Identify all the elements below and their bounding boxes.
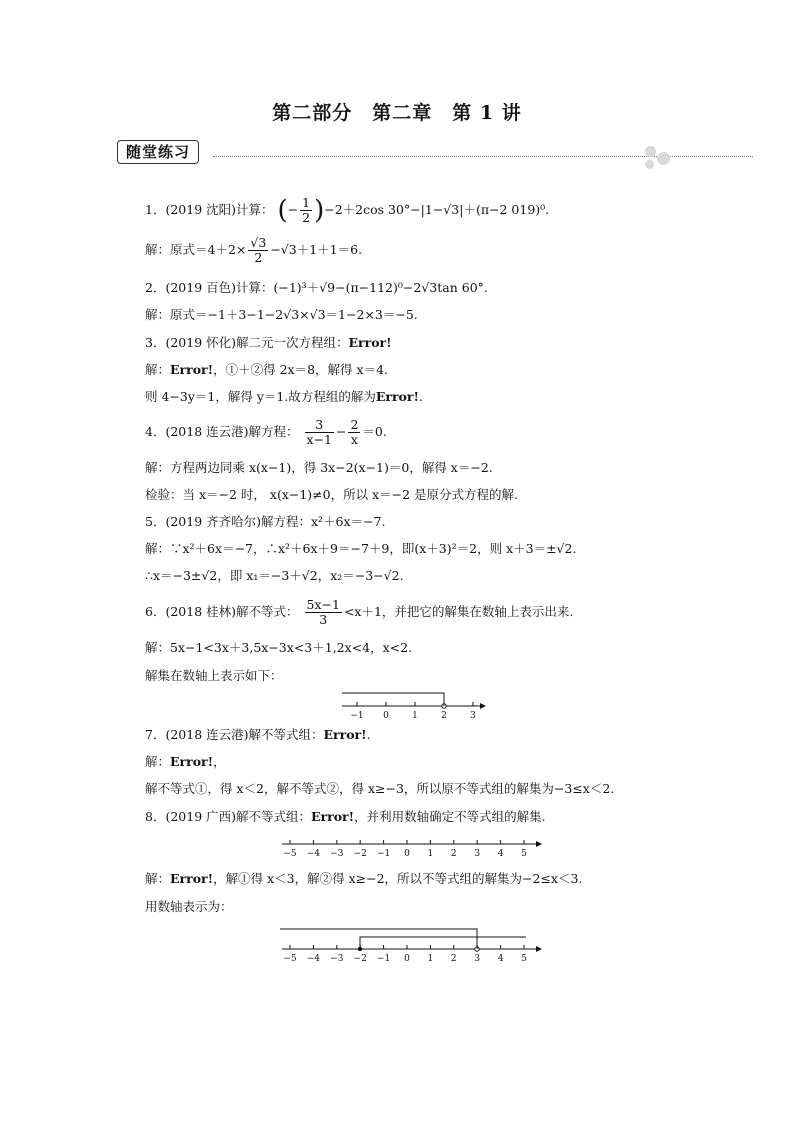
number-line-1 [330, 688, 490, 722]
number-line-2 [276, 832, 546, 862]
question-5: 5．(2019 齐齐哈尔)解方程：x²＋6x＝−7. [145, 514, 386, 529]
axis-tick-label: −3 [330, 954, 344, 964]
decor-dot [657, 152, 670, 165]
axis-tick-label: −2 [353, 954, 367, 964]
axis-tick-label: 0 [404, 954, 410, 964]
axis-tick-label: −1 [350, 711, 364, 721]
section-banner [117, 138, 677, 174]
axis-tick-label: 3 [470, 711, 476, 721]
answer-2: 解：原式＝−1＋3−1−2√3×√3＝1−2×3＝−5. [145, 307, 418, 322]
answer-3a: 解：Error!，①＋②得 2x＝8，解得 x＝4. [145, 362, 389, 377]
answer-1: 解：原式＝4＋2× $\frac{√3}{2}$ −√3＋1＋1＝6. [145, 235, 363, 265]
axis-tick-label: 5 [521, 954, 527, 964]
answer-3b: 则 4−3y＝1，解得 y＝1.故方程组的解为Error!. [145, 389, 423, 404]
axis-tick-label: −2 [353, 849, 367, 859]
answer-5b: ∴x＝−3±√2，即 x₁＝−3＋√2，x₂＝−3−√2. [145, 568, 404, 583]
banner-label: 随堂练习 [117, 140, 199, 164]
axis-tick-label: 2 [441, 711, 447, 721]
axis-tick-label: −5 [283, 954, 297, 964]
answer-8b: 用数轴表示为： [145, 899, 233, 914]
answer-6b: 解集在数轴上表示如下： [145, 668, 283, 683]
number-line-3 [276, 920, 546, 966]
question-1: 1．(2019 沈阳)计算： (− $\frac{1}{2}$ )−2＋2cos 30°−|1−√3|＋(π−2 019)⁰. [145, 195, 550, 226]
axis-tick-label: −4 [306, 849, 321, 859]
axis-arrow [480, 703, 486, 709]
axis-arrow [536, 841, 542, 847]
answer-4b: 检验：当 x＝−2 时， x(x−1)≠0，所以 x＝−2 是原分式方程的解. [145, 487, 518, 502]
question-4: 4．(2018 连云港)解方程： $\frac{3}{x-1}$ − $\frac{2}{x}$ ＝0. [145, 417, 387, 447]
answer-7b: 解不等式①，得 x＜2，解不等式②，得 x≥−3，所以原不等式组的解集为−3≤x＜2. [145, 781, 615, 796]
axis-tick-label: 4 [497, 849, 504, 859]
answer-6: 解：5x−1<3x＋3,5x−3x<3＋1,2x<4，x<2. [145, 640, 413, 655]
axis-arrow [536, 946, 542, 952]
page-title: 第二部分 第二章 第 1 讲 [272, 102, 522, 124]
axis-tick-label: 2 [450, 849, 457, 859]
question-7: 7．(2018 连云港)解不等式组：Error!. [145, 727, 371, 742]
answer-7a: 解：Error!， [145, 754, 226, 769]
answer-4a: 解：方程两边同乘 x(x−1)，得 3x−2(x−1)＝0，解得 x＝−2. [145, 460, 493, 475]
axis-tick-label: 1 [427, 954, 434, 964]
axis-tick-label: 1 [427, 849, 434, 859]
axis-tick-label: 2 [450, 954, 457, 964]
axis-tick-label: −4 [306, 954, 321, 964]
axis-tick-label: 4 [497, 954, 504, 964]
axis-tick-label: 1 [412, 711, 418, 721]
answer-5a: 解：∵x²＋6x＝−7，∴x²＋6x＋9＝−7＋9，即(x＋3)²＝2，则 x＋3＝±√2. [145, 541, 577, 556]
decor-dot [645, 146, 656, 157]
question-8: 8．(2019 广西)解不等式组：Error!，并利用数轴确定不等式组的解集. [145, 809, 546, 824]
banner-dotted-line [213, 156, 753, 157]
question-2: 2．(2019 百色)计算：(−1)³＋√9−(π−112)⁰−2√3tan 60°. [145, 280, 488, 295]
axis-tick-label: −1 [376, 849, 391, 859]
answer-8: 解：Error!，解①得 x＜3，解②得 x≥−2，所以不等式组的解集为−2≤x＜3. [145, 871, 583, 886]
axis-tick-label: 0 [383, 711, 389, 721]
axis-tick-label: −5 [283, 849, 297, 859]
decor-dot [645, 160, 654, 169]
question-3: 3．(2019 怀化)解二元一次方程组：Error! [145, 335, 392, 350]
axis-tick-label: 3 [474, 849, 481, 859]
question-6: 6．(2018 桂林)解不等式： $\frac{5x-1}{3}$ <x＋1，并把它的解集在数轴上表示出来. [145, 597, 574, 627]
bracket-x-less-3 [280, 929, 477, 949]
axis-tick-label: 5 [521, 849, 527, 859]
axis-tick-label: −1 [376, 954, 391, 964]
axis-tick-label: −3 [330, 849, 344, 859]
axis-tick-label: 0 [404, 849, 410, 859]
axis-tick-label: 3 [474, 954, 481, 964]
